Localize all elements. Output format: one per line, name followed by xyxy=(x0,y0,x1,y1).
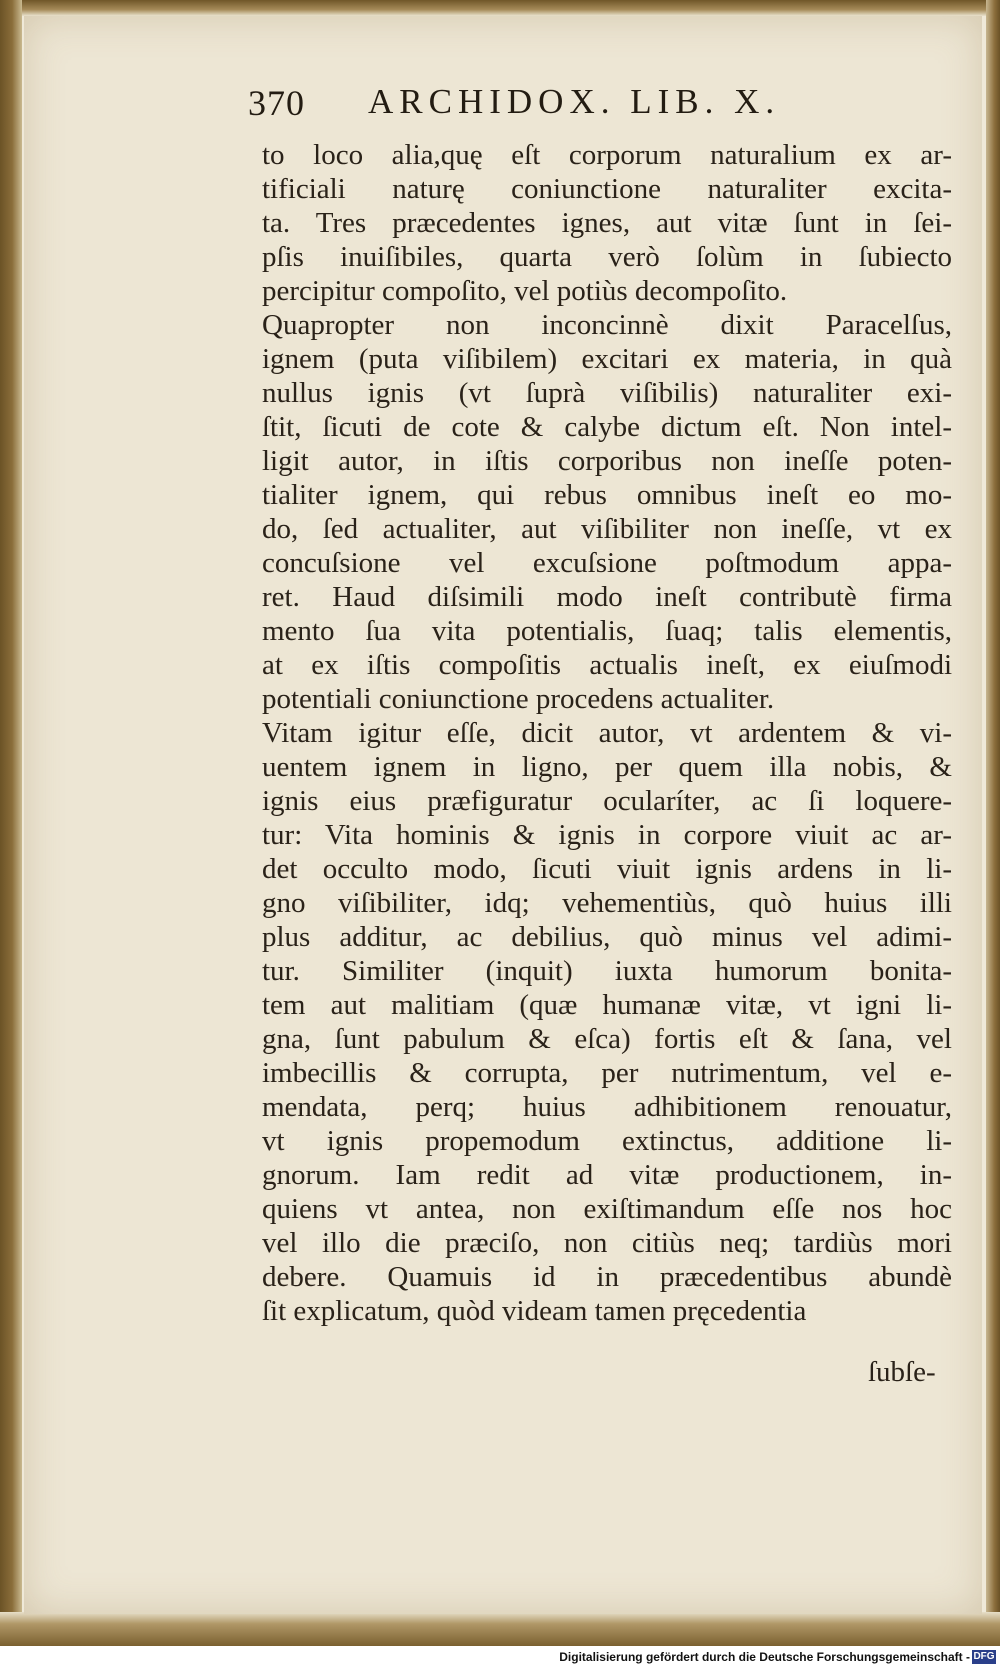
text-line: gna, ſunt pabulum & eſca) fortis eſt & ſana, vel xyxy=(262,1023,952,1055)
text-line: mento ſua vita potentialis, ſuaq; talis elementis, xyxy=(262,615,952,647)
text-line: tem aut malitiam (quæ humanæ vitæ, vt igni li- xyxy=(262,989,952,1021)
text-line: ret. Haud diſsimili modo ineſt contributè firma xyxy=(262,581,952,613)
running-title: ARCHIDOX. LIB. X. xyxy=(368,82,781,121)
text-line: quiens vt antea, non exiſtimandum eſſe nos hoc xyxy=(262,1193,952,1225)
text-line: nullus ignis (vt ſuprà viſibilis) naturaliter exi- xyxy=(262,377,952,409)
catchword: ſubſe- xyxy=(868,1356,936,1388)
text-line: vt ignis propemodum extinctus, additione li- xyxy=(262,1125,952,1157)
text-line: percipitur compoſito, vel potiùs decompoſito. xyxy=(262,275,788,307)
page-edge-top xyxy=(0,0,1000,16)
text-line: gnorum. Iam redit ad vitæ productionem, in- xyxy=(262,1159,952,1191)
text-line: concuſsione vel excuſsione poſtmodum appa- xyxy=(262,547,952,579)
text-line: vel illo die præciſo, non citiùs neq; tardiùs mori xyxy=(262,1227,952,1259)
text-line: potentiali coniunctione procedens actualiter. xyxy=(262,683,775,715)
text-line: mendata, perq; huius adhibitionem renouatur, xyxy=(262,1091,952,1123)
text-line: to loco alia,quę eſt corporum naturalium ex ar- xyxy=(262,139,952,171)
text-line: debere. Quamuis id in præcedentibus abundè xyxy=(262,1261,952,1293)
text-line: tur. Similiter (inquit) iuxta humorum bonita- xyxy=(262,955,952,987)
text-line: pſis inuiſibiles, quarta verò ſolùm in ſubiecto xyxy=(262,241,952,273)
text-line: Vitam igitur eſſe, dicit autor, vt ardentem & vi- xyxy=(262,717,952,749)
funding-credit: Digitalisierung gefördert durch die Deutsche Forschungsgemeinschaft - xyxy=(559,1650,970,1664)
text-line: ta. Tres præcedentes ignes, aut vitæ ſunt in ſei- xyxy=(262,207,952,239)
text-line: plus additur, ac debilius, quò minus vel adimi- xyxy=(262,921,952,953)
page-edge-right xyxy=(986,0,1000,1646)
page-edge-left xyxy=(0,0,22,1646)
text-line: ignis eius præfiguratur ocularíter, ac ſi loquere- xyxy=(262,785,952,817)
text-line: ligit autor, in iſtis corporibus non ineſſe poten- xyxy=(262,445,952,477)
page-header xyxy=(248,82,848,132)
text-line: at ex iſtis compoſitis actualis ineſt, ex eiuſmodi xyxy=(262,649,952,681)
text-line: tificiali naturę coniunctione naturaliter excita- xyxy=(262,173,952,205)
text-line: Quapropter non inconcinnè dixit Paracelſus, xyxy=(262,309,952,341)
text-line: gno viſibiliter, idq; vehementiùs, quò huius illi xyxy=(262,887,952,919)
text-line: ignem (puta viſibilem) excitari ex materia, in quà xyxy=(262,343,952,375)
dfg-logo: DFG xyxy=(973,1651,995,1662)
text-line: imbecillis & corrupta, per nutrimentum, vel e- xyxy=(262,1057,952,1089)
text-line: uentem ignem in ligno, per quem illa nobis, & xyxy=(262,751,952,783)
page-edge-bottom xyxy=(0,1612,1000,1646)
text-line: ſit explicatum, quòd videam tamen pręcedentia xyxy=(262,1295,807,1327)
text-line: det occulto modo, ſicuti viuit ignis ardens in li- xyxy=(262,853,952,885)
text-line: do, ſed actualiter, aut viſibiliter non ineſſe, vt ex xyxy=(262,513,952,545)
page-number: 370 xyxy=(248,83,305,123)
body-text xyxy=(262,138,952,1328)
text-line: ſtit, ſicuti de cote & calybe dictum eſt. Non intel- xyxy=(262,411,952,443)
footer-bar xyxy=(0,1646,1000,1669)
text-line: tialiter ignem, qui rebus omnibus ineſt eo mo- xyxy=(262,479,952,511)
text-line: tur: Vita hominis & ignis in corpore viuit ac ar- xyxy=(262,819,952,851)
